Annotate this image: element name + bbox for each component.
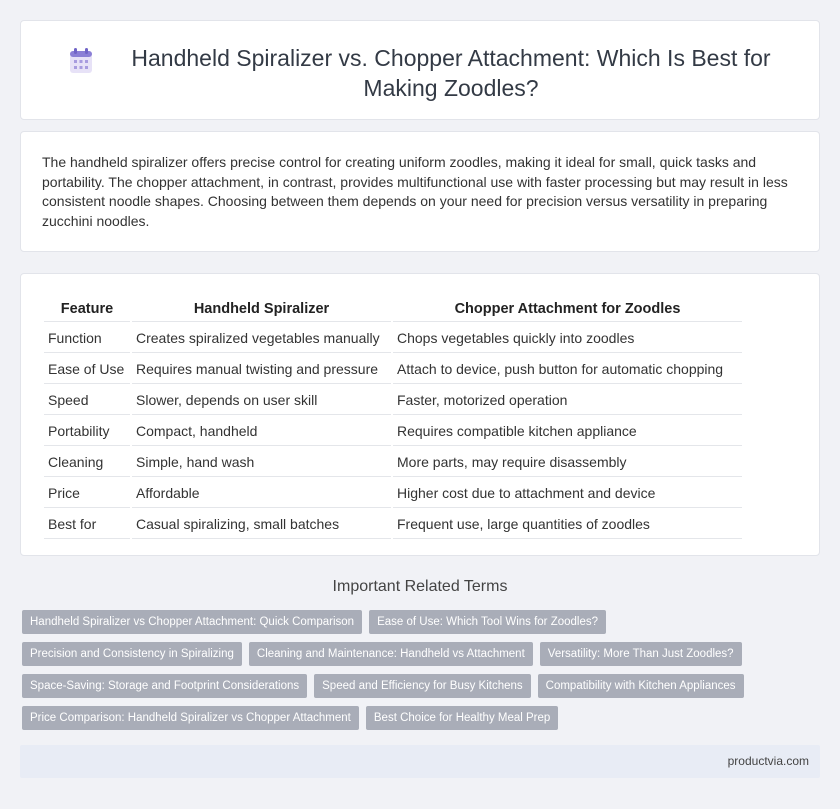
table-cell: Faster, motorized operation [393,386,742,415]
intro-paragraph: The handheld spiralizer offers precise control for creating uniform zoodles, making it ideal for small, quick tasks and portability. The chopper attachment, in contrast, provides multifunctional use with faster processing but may result in less consistent noodle shapes. Choosing between them depends on your need for precision versus versatility in preparing zucchini noodles. [42,154,788,229]
comparison-table [42,294,744,541]
related-term-tag[interactable]: Cleaning and Maintenance: Handheld vs Attachment [249,642,533,666]
table-cell: Chops vegetables quickly into zoodles [393,324,742,353]
table-cell: More parts, may require disassembly [393,448,742,477]
table-cell: Creates spiralized vegetables manually [132,324,391,353]
table-cell-feature: Function [44,324,130,353]
calendar-icon [69,48,93,74]
related-terms-title: Important Related Terms [332,578,508,595]
table-cell: Compact, handheld [132,417,391,446]
table-row [44,324,742,353]
table-row [44,448,742,477]
table-header-row [44,296,742,322]
header-chopper-attachment: Chopper Attachment for Zoodles [393,296,742,322]
table-cell: Requires manual twisting and pressure [132,355,391,384]
table-row [44,417,742,446]
table-cell-feature: Ease of Use [44,355,130,384]
table-row [44,479,742,508]
table-cell-feature: Cleaning [44,448,130,477]
related-term-tag[interactable]: Best Choice for Healthy Meal Prep [366,706,558,730]
table-row [44,355,742,384]
related-terms-list [22,610,822,738]
related-term-tag[interactable]: Compatibility with Kitchen Appliances [538,674,744,698]
table-cell: Higher cost due to attachment and device [393,479,742,508]
tag-row [22,706,822,730]
table-cell: Frequent use, large quantities of zoodles [393,510,742,539]
intro-card [20,131,820,252]
related-term-tag[interactable]: Precision and Consistency in Spiralizing [22,642,242,666]
footer [20,745,820,778]
related-term-tag[interactable]: Speed and Efficiency for Busy Kitchens [314,674,531,698]
table-row [44,386,742,415]
site-link[interactable]: productvia.com [727,754,809,768]
tag-row [22,642,822,666]
related-term-tag[interactable]: Versatility: More Than Just Zoodles? [540,642,742,666]
related-term-tag[interactable]: Space-Saving: Storage and Footprint Considerations [22,674,307,698]
table-row [44,510,742,539]
header-handheld-spiralizer: Handheld Spiralizer [132,296,391,322]
table-cell: Simple, hand wash [132,448,391,477]
related-term-tag[interactable]: Ease of Use: Which Tool Wins for Zoodles? [369,610,606,634]
table-cell: Requires compatible kitchen appliance [393,417,742,446]
table-cell: Slower, depends on user skill [132,386,391,415]
table-cell-feature: Price [44,479,130,508]
header-card [20,20,820,120]
table-cell: Attach to device, push button for automatic chopping [393,355,742,384]
table-cell-feature: Portability [44,417,130,446]
table-cell: Casual spiralizing, small batches [132,510,391,539]
related-term-tag[interactable]: Handheld Spiralizer vs Chopper Attachment: Quick Comparison [22,610,362,634]
related-term-tag[interactable]: Price Comparison: Handheld Spiralizer vs Chopper Attachment [22,706,359,730]
tag-row [22,610,822,634]
header-feature: Feature [44,296,130,322]
table-cell-feature: Speed [44,386,130,415]
page-title: Handheld Spiralizer vs. Chopper Attachment: Which Is Best for Making Zoodles? [131,45,771,101]
tag-row [22,674,822,698]
table-cell: Affordable [132,479,391,508]
table-cell-feature: Best for [44,510,130,539]
comparison-card [20,273,820,556]
